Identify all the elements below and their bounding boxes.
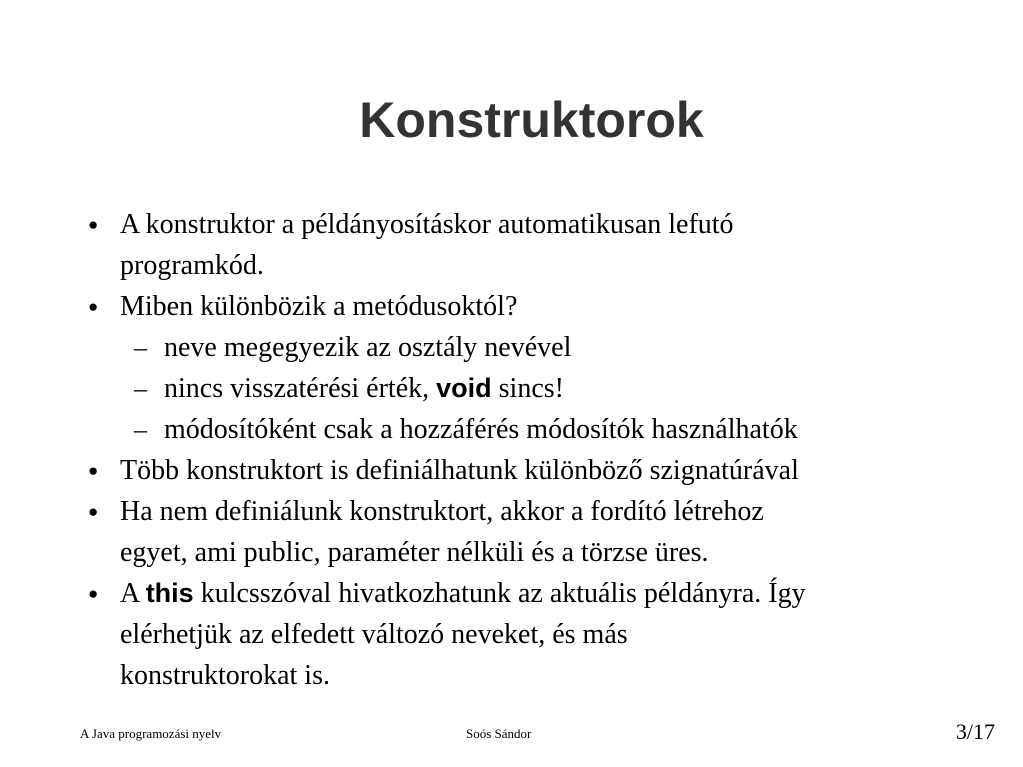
- bullet-item: [88, 573, 806, 614]
- page-number: 3/17: [955, 719, 995, 744]
- bullet-item: [88, 491, 764, 532]
- keyword-this: this: [145, 578, 194, 608]
- bullet-continuation: [120, 245, 264, 286]
- bullet-icon: ●: [88, 461, 99, 480]
- bullet-item: [88, 204, 734, 245]
- dash-icon: –: [134, 415, 147, 444]
- footer-left: A Java programozási nyelv: [80, 726, 222, 741]
- bullet-text-after: kulcsszóval hivatkozhatunk az aktuális példányra. Így: [193, 578, 806, 609]
- sub-item: [134, 368, 564, 409]
- bullet-text: egyet, ami public, paraméter nélküli és a törzse üres.: [120, 537, 709, 568]
- sub-item-text-before: nincs visszatérési érték,: [164, 373, 437, 404]
- bullet-continuation: [120, 655, 330, 696]
- dash-icon: –: [134, 333, 147, 362]
- bullet-text: A konstruktor a példányosításkor automatikusan lefutó: [120, 209, 734, 240]
- sub-item-text-after: sincs!: [491, 373, 564, 404]
- bullet-icon: ●: [88, 215, 99, 234]
- bullet-continuation: [120, 614, 628, 655]
- bullet-text: Miben különbözik a metódusoktól?: [120, 291, 518, 322]
- bullet-icon: ●: [88, 584, 99, 603]
- sub-item-text: neve megegyezik az osztály nevével: [164, 332, 572, 363]
- bullet-text: Több konstruktort is definiálhatunk különböző szignatúrával: [120, 455, 799, 486]
- sub-item-text: módosítóként csak a hozzáférés módosítók használhatók: [164, 414, 798, 445]
- bullet-text: Ha nem definiálunk konstruktort, akkor a fordító létrehoz: [120, 496, 764, 527]
- dash-icon: –: [134, 374, 147, 403]
- sub-item: [134, 327, 572, 368]
- bullet-icon: ●: [88, 502, 99, 521]
- bullet-text: elérhetjük az elfedett változó neveket, és más: [120, 619, 628, 650]
- bullet-item: [88, 450, 799, 491]
- keyword-void: void: [436, 373, 492, 403]
- footer-author: Soós Sándor: [466, 726, 532, 741]
- bullet-item: [88, 286, 518, 327]
- sub-item: [134, 409, 798, 450]
- bullet-icon: ●: [88, 297, 99, 316]
- bullet-continuation: [120, 532, 709, 573]
- bullet-text: programkód.: [120, 250, 264, 281]
- bullet-text: konstruktorokat is.: [120, 660, 330, 691]
- slide-title: Konstruktorok: [359, 92, 704, 148]
- bullet-text-before: A: [120, 578, 146, 609]
